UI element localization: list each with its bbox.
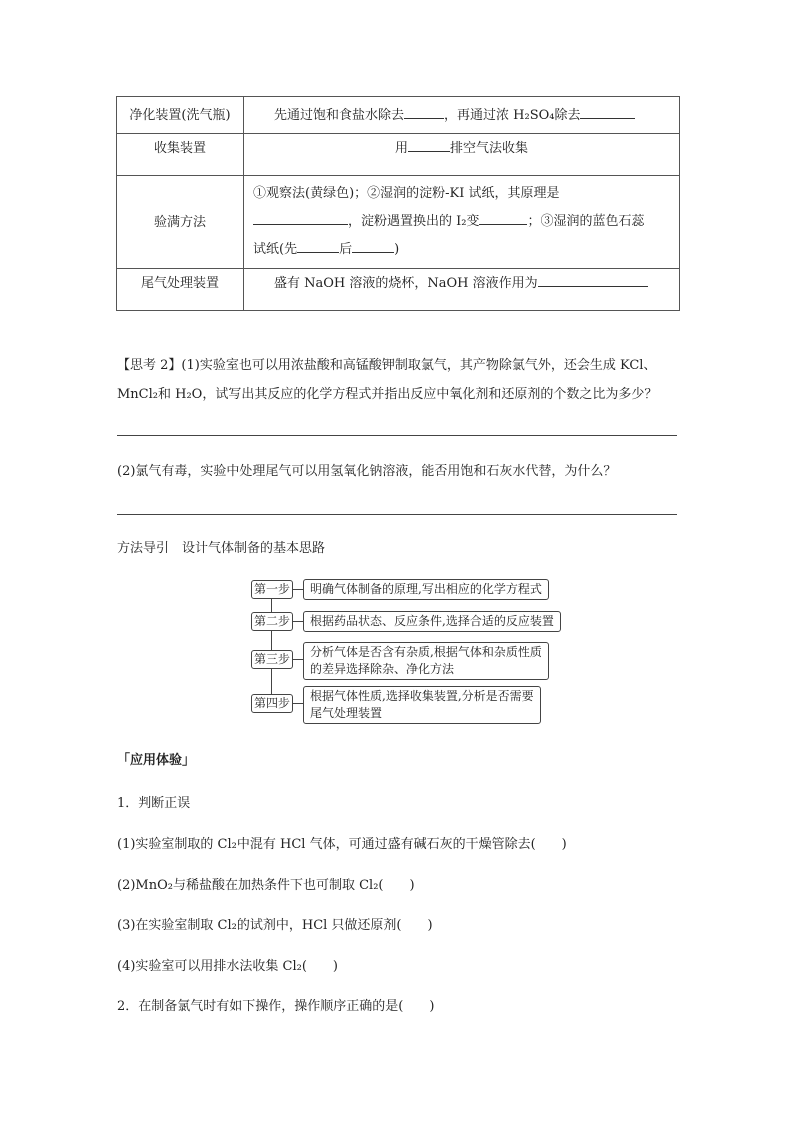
row-text: 盛有 NaOH 溶液的烧杯，NaOH 溶液作用为 [274,276,538,291]
statement-2: (2)MnO₂与稀盐酸在加热条件下也可制取 Cl₂( ) [117,878,415,893]
answer-blank[interactable] [408,137,450,152]
answer-blank[interactable] [352,238,394,253]
answer-blank[interactable] [404,104,444,119]
answer-blank[interactable] [538,272,648,287]
step-description [303,686,541,724]
row-text: 用 [394,141,408,156]
table-row [117,269,680,311]
step-label: 第一步 [251,580,293,599]
think2-tag: 【思考 2】 [117,358,182,373]
think2-question2: (2)氯气有毒，实验中处理尾气可以用氢氧化钠溶液，能否用饱和石灰水代替，为什么？ [117,464,617,479]
row-text: ，淀粉遇置换出的 I₂变 [348,214,480,229]
row-label-purification: 净化装置(洗气瓶) [117,97,244,134]
row-content-tail-gas [244,269,680,311]
row-content-purification [244,97,680,134]
statement-4: (4)实验室可以用排水法收集 Cl₂( ) [117,959,339,974]
row-text: 先通过饱和食盐水除去 [274,107,405,123]
step-label: 第四步 [251,694,293,713]
step-text: 的差异选择除杂、净化方法 [310,662,455,676]
row-content-collection [244,134,680,176]
practice-heading: 「应用体验」 [117,753,196,768]
row-text: 试纸(先 [253,242,298,257]
method-heading: 方法导引 设计气体制备的基本思路 [117,541,326,556]
answer-blank[interactable] [253,210,348,225]
row-text: ，再通过浓 H₂SO₄除去 [444,107,581,123]
step-text: 明确气体制备的原理,写出相应的化学方程式 [310,582,542,596]
row-label-tail-gas: 尾气处理装置 [117,269,244,311]
think2-question1-line1 [117,354,656,373]
row-text: ；③湿润的蓝色石蕊 [527,214,645,229]
answer-blank[interactable] [580,104,635,119]
step-text: 分析气体是否含有杂质,根据气体和杂质性质 [310,645,542,659]
row-line [253,180,679,208]
table-row [117,176,680,269]
row-content-full-check [244,176,680,269]
practice-item2: 2．在制备氯气时有如下操作，操作顺序正确的是( ) [117,999,435,1014]
step-text: 根据药品状态、反应条件,选择合适的反应装置 [310,614,554,628]
row-label-collection: 收集装置 [117,134,244,176]
row-text: 后 [339,242,353,257]
table-row [117,134,680,176]
row-text: ①观察法(黄绿色)；②湿润的淀粉-KI 试纸，其原理是 [253,186,560,201]
step-description [303,579,549,600]
think2-text: (1)实验室也可以用浓盐酸和高锰酸钾制取氯气，其产物除氯气外，还会生成 KCl、 [181,358,657,373]
think2-question1-line2: MnCl₂和 H₂O，试写出其反应的化学方程式并指出反应中氧化剂和还原剂的个数之比为多少？ [117,387,658,402]
row-text: ) [394,242,400,257]
row-label-full-check: 验满方法 [117,176,244,269]
statement-3: (3)在实验室制取 Cl₂的试剂中，HCl 只做还原剂( ) [117,918,433,933]
row-line [253,236,679,264]
step-label: 第三步 [251,650,293,669]
row-line [253,208,679,236]
step-text: 根据气体性质,选择收集装置,分析是否需要 [310,689,534,703]
step-description [303,642,549,680]
row-text: 排空气法收集 [450,141,529,156]
statement-1: (1)实验室制取的 Cl₂中混有 HCl 气体，可通过盛有碱石灰的干燥管除去( ) [117,837,567,852]
step-description [303,611,561,632]
gas-preparation-table [116,96,680,311]
answer-blank[interactable] [479,210,527,225]
answer-line[interactable] [117,435,677,436]
answer-line[interactable] [117,514,677,515]
answer-blank[interactable] [297,238,339,253]
step-label: 第二步 [251,612,293,631]
table-row [117,97,680,134]
practice-item1: 1．判断正误 [117,796,191,811]
step-text: 尾气处理装置 [310,706,383,720]
